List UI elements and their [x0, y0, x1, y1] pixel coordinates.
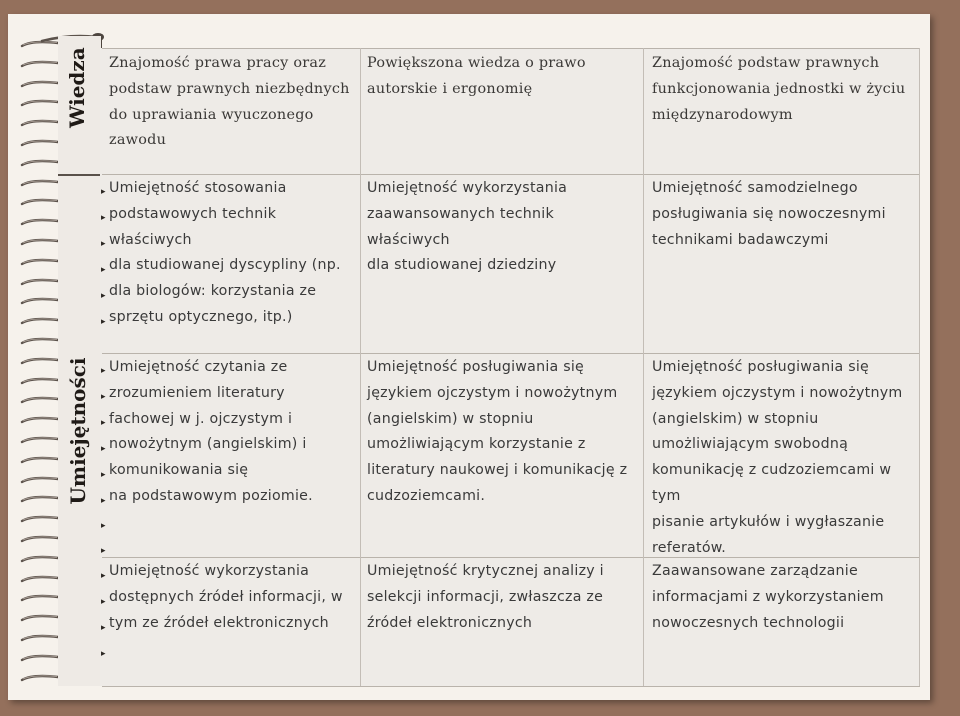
cell-knowledge-col2: Powiększona wiedza o prawo autorskie i ergonomię — [367, 55, 586, 97]
cell-skills1-col3: Umiejętność samodzielnego posługiwania się nowoczesnymi technikami badawczymi — [652, 180, 886, 248]
row-divider — [102, 174, 920, 175]
cell-skills3-col2: Umiejętność krytycznej analizy i selekcji informacji, zwłaszcza ze źródeł elektronicznych — [367, 563, 604, 631]
category-label-knowledge: Wiedza — [65, 47, 89, 128]
cell-knowledge-col3: Znajomość podstaw prawnych funkcjonowania jednostki w życiu międzynarodowym — [652, 55, 906, 123]
cell-skills3-col3: Zaawansowane zarządzanie informacjami z wykorzystaniem nowoczesnych technologii — [652, 563, 884, 631]
bullet-marker-icon: ▸ — [101, 597, 106, 607]
category-label-skills: Umiejętności — [66, 357, 90, 505]
bullet-marker-icon: ▸ — [101, 418, 106, 428]
bullet-marker-icon: ▸ — [101, 444, 106, 454]
cell-skills1-col2: Umiejętność wykorzystania zaawansowanych technik właściwych dla studiowanej dziedziny — [367, 180, 568, 274]
row-divider — [102, 686, 920, 687]
bullet-marker-icon: ▸ — [101, 470, 106, 480]
category-divider — [58, 174, 102, 176]
table-top-border — [102, 48, 920, 49]
row-divider — [102, 353, 920, 354]
bullet-marker-icon: ▸ — [101, 571, 106, 581]
bullet-marker-icon: ▸ — [101, 265, 106, 275]
bullet-marker-icon: ▸ — [101, 291, 106, 301]
bullet-marker-icon: ▸ — [101, 546, 106, 556]
column-divider — [643, 48, 644, 686]
bullet-marker-icon: ▸ — [101, 366, 106, 376]
cell-skills2-col2: Umiejętność posługiwania się językiem ojczystym i nowożytnym (angielskim) w stopniu umożliwiającym korzystanie z literatury naukowej i komunikację z cudzoziemcami. — [367, 359, 628, 504]
bullet-marker-icon: ▸ — [101, 649, 106, 659]
bullet-marker-icon: ▸ — [101, 317, 106, 327]
column-divider — [360, 48, 361, 686]
cell-knowledge-col1: Znajomość prawa pracy oraz podstaw prawnych niezbędnych do uprawiania wyuczonego zawodu — [109, 55, 350, 149]
bullet-marker-icon: ▸ — [101, 496, 106, 506]
cell-skills2-col3: Umiejętność posługiwania się językiem ojczystym i nowożytnym (angielskim) w stopniu umożliwiającym swobodną komunikację z cudzoziemcami w tym pisanie artykułów i wygłaszanie referatów. — [652, 359, 903, 556]
bullet-marker-icon: ▸ — [101, 392, 106, 402]
column-divider — [919, 48, 920, 686]
cell-skills1-col1: Umiejętność stosowania podstawowych technik właściwych dla studiowanej dyscypliny (np. dla biologów: korzystania ze sprzętu optycznego, itp.) — [109, 180, 341, 325]
cell-skills3-col1: Umiejętność wykorzystania dostępnych źródeł informacji, w tym ze źródeł elektronicznych — [109, 563, 343, 631]
cell-skills2-col1: Umiejętność czytania ze zrozumieniem literatury fachowej w j. ojczystym i nowożytnym (angielskim) i komunikowania się na podstawowym poziomie. — [109, 359, 313, 504]
bullet-marker-icon: ▸ — [101, 187, 106, 197]
bullet-marker-icon: ▸ — [101, 521, 106, 531]
bullet-marker-icon: ▸ — [101, 213, 106, 223]
bullet-marker-icon: ▸ — [101, 623, 106, 633]
bullet-marker-icon: ▸ — [101, 239, 106, 249]
